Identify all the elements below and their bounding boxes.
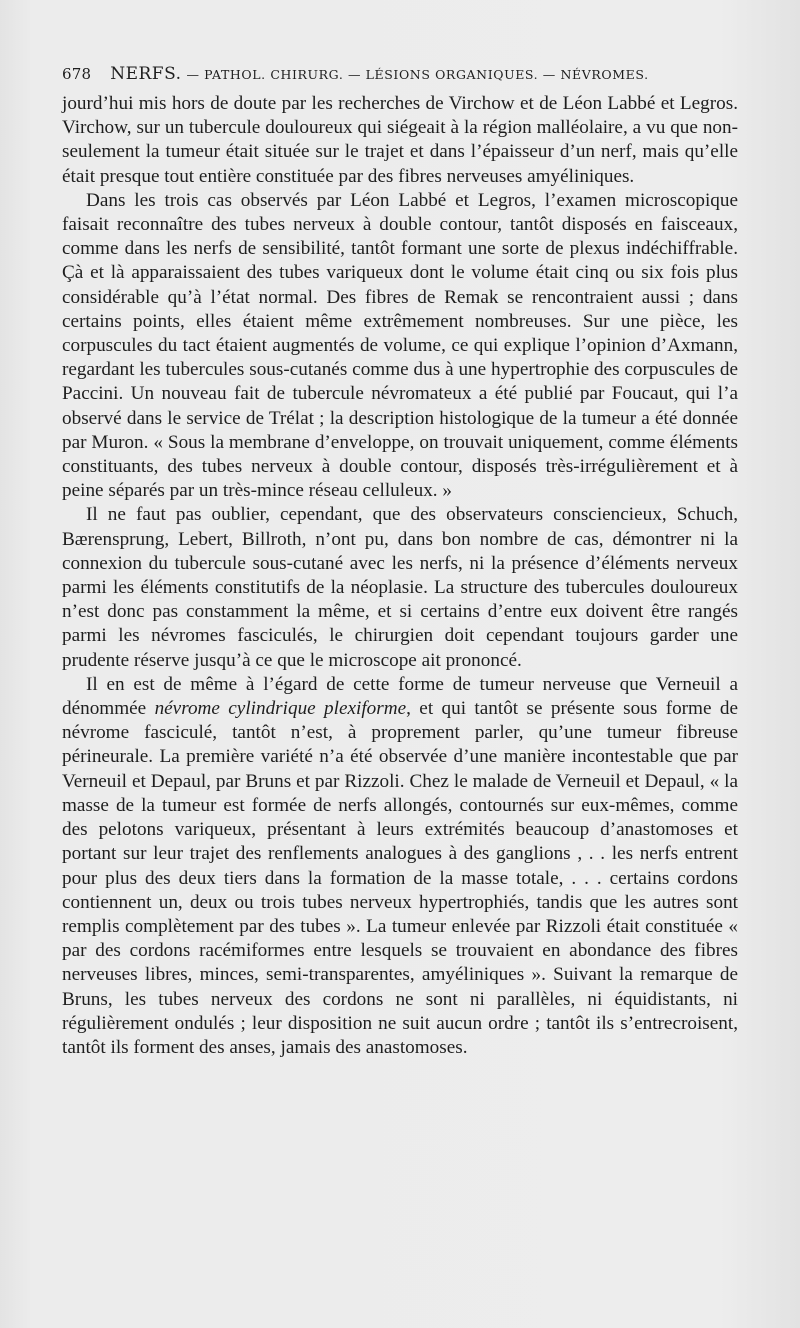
paragraph bbox=[62, 503, 738, 672]
paragraph-text: Il ne faut pas oublier, cependant, que des observateurs consciencieux, Schuch, Bærensprung, Lebert, Billroth, n’ont pu, dans bon nombre de cas, démontrer ni la connexion du tubercule sous-cutané avec les nerfs, ni la présence d’éléments nerveux parmi les éléments constitutifs de la néoplasie. La structure des tubercules douloureux n’est donc pas constamment la même, et si certains d’entre eux doivent être rangés parmi les névromes fasciculés, le chirurgien doit cependant toujours garder une prudente réserve jusqu’à ce que le microscope ait prononcé. bbox=[62, 504, 738, 671]
paragraph bbox=[62, 673, 738, 1060]
italic-term: névrome cylindrique plexiforme bbox=[154, 698, 407, 720]
page-number: 678 bbox=[62, 65, 92, 83]
paragraph-text: Il en est de même à l’égard de cette forme de tumeur nerveuse que Verneuil a dénommée bbox=[62, 673, 738, 720]
paragraph-continuation bbox=[62, 92, 738, 189]
running-title: NERFS. bbox=[110, 64, 182, 84]
running-header bbox=[62, 64, 738, 84]
paragraph-text: , et qui tantôt se présente sous forme de névrome fasciculé, tantôt n’est, à proprement parler, qu’une tumeur fibreuse périneurale. La première variété n’a été observée d’une manière incontestable que par Verneuil et Depaul, par Bruns et par Rizzoli. Chez le malade de Verneuil et Depaul, « la masse de la tumeur est formée de nerfs allongés, contournés sur eux-mêmes, comme des pelotons variqueux, présentant à leurs extrémités beaucoup d’anastomoses et portant sur leur trajet des renflements analogues à des ganglions , . . les nerfs entrent pour plus des deux tiers dans la formation de la masse totale, . . . certains cordons contiennent un, deux ou trois tubes nerveux hypertrophiés, tandis que les autres sont remplis complètement par des tubes ». La tumeur enlevée par Rizzoli était constituée « par des cordons racémiformes entre lesquels se trouvaient en abondance des fibres nerveuses libres, minces, semi-transparentes, amyéliniques ». Suivant la remarque de Bruns, les tubes nerveux des cordons ne sont ni parallèles, ni équidistants, ni régulièrement ondulés ; leur disposition ne suit aucun ordre ; tantôt ils s’entrecroisent, tantôt ils forment des anses, jamais des anastomoses. bbox=[62, 698, 738, 1058]
page-body bbox=[62, 92, 738, 1060]
paragraph-text: Dans les trois cas observés par Léon Labbé et Legros, l’examen microscopique faisait reconnaître des tubes nerveux à double contour, tantôt disposés en faisceaux, comme dans les nerfs de sensibilité, tantôt formant une sorte de plexus indéchiffrable. Çà et là apparaissaient des tubes variqueux dont le volume était cinq ou six fois plus considérable qu’à l’état normal. Des fibres de Remak se rencontraient aussi ; dans certains points, elles étaient même extrêmement nombreuses. Sur une pièce, les corpuscules du tact étaient augmentés de volume, ce qui explique l’opinion d’Axmann, regardant les tubercules sous-cutanés comme dus à une hypertrophie des corpuscules de Paccini. Un nouveau fait de tubercule névromateux a été publié par Foucaut, qui l’a observé dans le service de Trélat ; la description histologique de la tumeur a été donnée par Muron. « Sous la membrane d’enveloppe, on trouvait uniquement, comme éléments constituants, des tubes nerveux à double contour, disposés très-irrégulièrement et à peine séparés par un très-mince réseau celluleux. » bbox=[62, 189, 738, 502]
paragraph bbox=[62, 189, 738, 504]
running-subtitle: — PATHOL. CHIRURG. — LÉSIONS ORGANIQUES. — NÉVROMES. bbox=[186, 67, 649, 82]
paragraph-text: jourd’hui mis hors de doute par les recherches de Virchow et de Léon Labbé et Legros. Virchow, sur un tubercule douloureux qui siégeait à la région malléolaire, a vu que non-seulement la tumeur était située sur le trajet et dans l’épaisseur d’un nerf, mais qu’elle était presque tout entière constituée par des fibres nerveuses amyéliniques. bbox=[62, 93, 738, 187]
